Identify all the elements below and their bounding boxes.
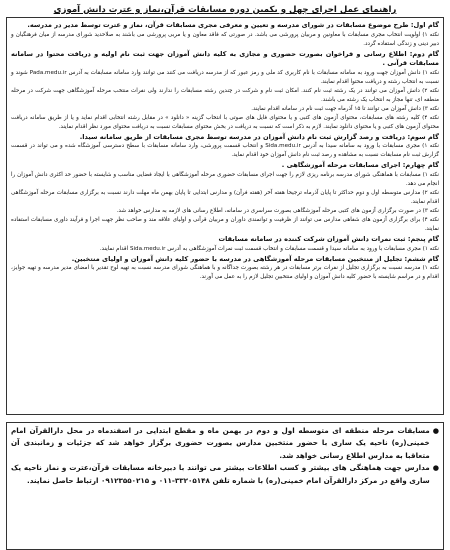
step-2-note-1: نکته ۱) دانش آموزان جهت ورود به سامانه مسابقات با نام کاربری کد ملی و رمز عبور که از مدرسه دریافت می کنند می توانند وارد سامانه مسابقات به آدرس Pada.medu.ir شوند و نسبت به انتخاب رشته و دریافت محتوا اقدام نمایند. [11, 69, 440, 85]
step-4-note-1: نکته ۱) مسابقات با هماهنگی شورای مدرسه برنامه ریزی لازم را جهت اجرای مسابقات حضوری مرحله آموزشگاهی با ایجاد فضایی مناسب و شایسته با حضور حد اکثری دانش آموزان را انجام می دهد. [11, 171, 439, 187]
announcements-box [6, 422, 444, 550]
step-5-note-1: نکته ۱) مجری مسابقات با ورود به سامانه سیدا و قسمت مسابقات و انتخاب قسمت ثبت نمرات آموزشگاهی به آدرس Sida.medu.ir اقدام نمایند. [99, 245, 439, 252]
step-4-heading: گام چهارم: اجرای مسابقات مرحله آموزشگاهی . [281, 161, 439, 170]
announcement-item [11, 462, 439, 487]
bullet-icon: ● [432, 426, 439, 435]
step-4-note-3: نکته ۳) در صورت برگزاری آزمون های کتبی مرحله آموزشگاهی بصورت سراسری در سامانه، اطلاع رسانی های لازمه به مدارس خواهد شد. [116, 207, 439, 214]
document-title: راهنمای عمل اجرای چهل و یکمین دوره مسابقات قرآن،نماز و عترت دانش آموزی [53, 5, 397, 15]
step-2-note-2: نکته ۲) دانش آموزان می توانند در یک رشته ثبت نام کنند. امکان ثبت نام و شرکت در چندین رشته مسابقات را ندارند ولی نفرات منتخب مرحله آموزشگاهی جهت شرکت در مرحله منطقه ای، تنها مجاز به انتخاب یک رشته می باشند. [11, 87, 439, 103]
step-4-note-4: نکته ۴) برای برگزاری آزمون های شفاهی مدارس می توانند از ظرفیت و توانمندی داوران و مربیان قرآنی و اولیای علاقه مند و صاحب نظر جهت اجرا و فرآیند داوری مسابقات استفاده نمایند. [11, 216, 439, 232]
bullet-icon: ● [432, 463, 439, 473]
step-2-note-4: نکته ۴) کلیه رشته های مسابقات، محتوای آزمون های کتبی و یا محتوای فایل های صوتی با انتخاب گزینه « دانلود » در مقابل رشته انتخابی اقدام نماید و یا از طریق سامانه دریافت محتوای آزمون های کتبی و یا محتوای دانلود نمایند. لازم به ذکر است که نسبت به دریافت در بخش محتوای مسابقات نسبت به دریافت محتوای مورد نظر اقدام نمایند. [11, 114, 439, 130]
step-4-note-2: نکته ۲) مدارس متوسطه اول و دوم حداکثر تا پایان آذرماه ترجیحا هفته آخر (هفته فرآن) و مدارس ابتدایی تا پایان بهمن ماه مهلت دارند نسبت به برگزاری مسابقات مرحله آموزشگاهی اقدام نمایند. [11, 189, 439, 205]
step-2-heading: گام دوم: اطلاع رسانی و فراخوان بصورت حضوری و مجازی به کلیه دانش آموزان جهت ثبت نام اولیه و دریافت محتوا در سامانه مسابقات قرآنی . [11, 49, 439, 68]
step-2-note-3: نکته ۳) دانش آموزان می توانند تا ۱۵ آذرماه جهت ثبت نام در سامانه اقدام نمایند. [251, 105, 439, 112]
step-3-heading: گام سوم: دریافت و رصد گزارش ثبت نام دانش آموزان در مدرسه توسط مجری مسابقات از طریق سامانه سیدا. [79, 132, 439, 141]
step-1-note-1: نکته ۱) اولویت انتخاب مجری مسابقات با معاونین و مربیان پرورشی می باشد. در صورتی که فاقد معاون و یا مربی پرورشی می باشند به صلاحدید شورای مدرسه از میان فرهنگیان و دبیر دینی و زندگی استفاده گردد. [11, 31, 439, 47]
step-6-heading: گام ششم: تجلیل از منتخبین مسابقات مرحله آموزشگاهی در مدرسه با حضور کلیه دانش آموزان و اولیای منتخبین. [71, 254, 439, 263]
step-5-heading: گام پنجم: ثبت نمرات دانش آموزان شرکت کننده در سامانه مسابقات [218, 234, 439, 243]
steps-box [6, 17, 444, 415]
step-6-note-1: نکته ۱) مدرسه نسبت به برگزاری تجلیل از نفرات برتر مسابقات در هر رشته بصورت جداگانه و با هماهنگی شورای مدرسه نسبت به تهیه لوح تقدیر با امضای مدیر مدرسه و تهیه جوایز، اقدام و در مراسم شایسته با حضور کلیه دانش آموزان و اولیای منتخبین تجلیل لازم را به عمل می آورند. [11, 265, 439, 281]
step-3-note-1: نکته ۱) مجری مسابقات با ورود به سامانه سیدا به آدرس Sida.medu.ir و انتخاب قسمت پرورشی، وارد سامانه مسابقات با سطح دسترسی آموزشگاه شده و می تواند در قسمت گزارش ثبت نام مسابقات نسبت به مشاهده و رصد ثبت نام دانش آموزان خود اقدام نماید. [11, 143, 439, 159]
step-1-heading: گام اول: طرح موضوع مسابقات در شورای مدرسه و تعیین و معرفی مجری مسابقات قرآن، نماز و عترت توسط مدیر در مدرسه. [27, 21, 439, 29]
announcement-text-regional-competitions: مسابقات مرحله منطقه ای متوسطه اول و دوم در بهمن ماه و مقطع ابتدایی در اسفندماه در محل دارالقرآن امام خمینی(ره) ناحیه یک ساری با حضور منتخبین مدارس بصورت حضوری برگزار خواهد شد که جزئیات و زمانبندی آن متعاقبا به مدارس اطلاع رسانی خواهد شد. [11, 426, 430, 460]
announcement-item [11, 425, 439, 462]
announcement-text-contact: مدارس جهت هماهنگی های بیشتر و کسب اطلاعات بیشتر می توانند با دبیرخانه مسابقات قرآن،عترت و نماز ناحیه یک ساری واقع در مرکز دارالقرآن امام خمینی(ره) با شماره تلفن ۳۳۲۰۵۱۴۸-۰۱۱ و ۰۹۱۲۳۵۵۰۲۱۵ ارتباط حاصل نمایند. [11, 463, 430, 485]
